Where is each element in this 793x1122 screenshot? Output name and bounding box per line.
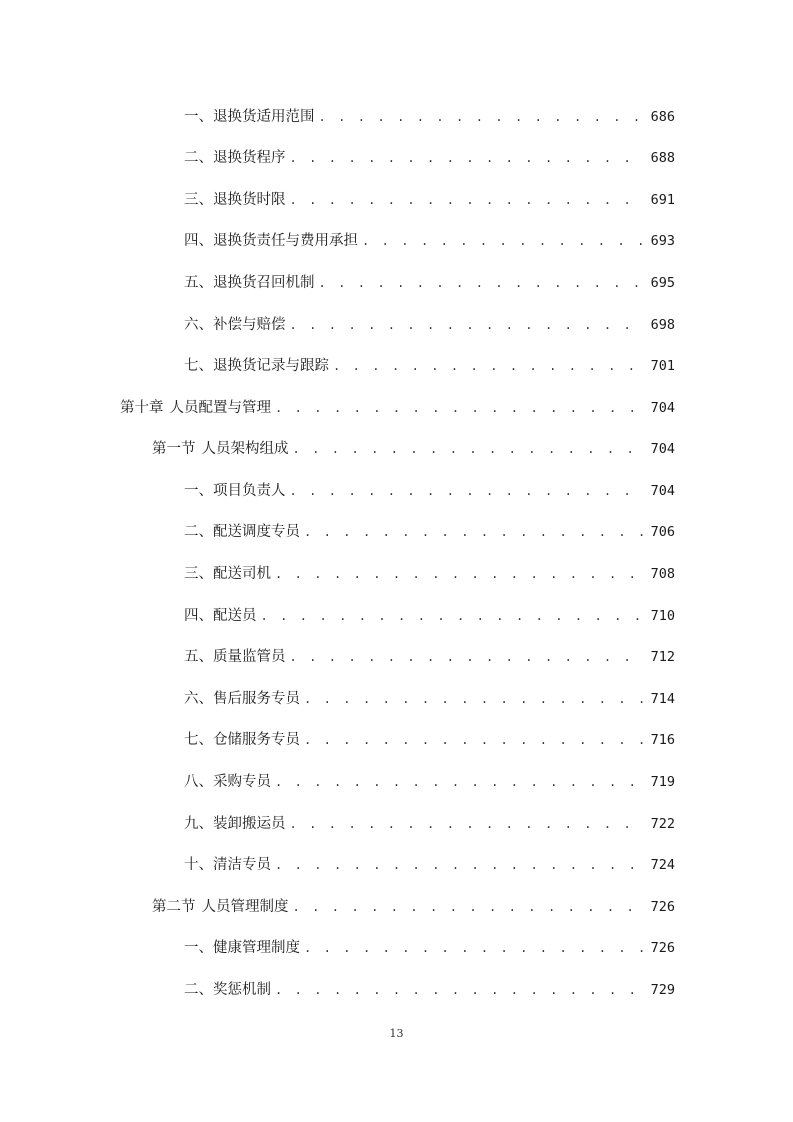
- dot-leader: [333, 360, 643, 372]
- table-of-contents: [0, 96, 793, 1011]
- toc-entry-title: 退换货时限: [213, 191, 286, 208]
- toc-entry[interactable]: [0, 637, 793, 679]
- page-number: 13: [389, 1027, 404, 1040]
- toc-entry-number: 九、: [184, 815, 213, 832]
- toc-entry-number: 四、: [184, 233, 213, 250]
- toc-entry-page: 686: [650, 108, 675, 125]
- dot-leader: [290, 818, 643, 830]
- toc-entry-title: 退换货记录与跟踪: [213, 358, 329, 375]
- dot-leader: [290, 152, 643, 164]
- toc-entry-number: 五、: [184, 649, 213, 666]
- toc-entry-title: 配送司机: [213, 566, 271, 583]
- toc-entry-page: 688: [650, 150, 675, 167]
- toc-entry[interactable]: [0, 304, 793, 346]
- dot-leader: [362, 235, 643, 247]
- toc-entry-line: [184, 733, 675, 748]
- toc-entry-page: 714: [650, 690, 675, 707]
- toc-entry-number: 七、: [184, 732, 213, 749]
- toc-entry-number: 二、: [184, 524, 213, 541]
- dot-leader: [290, 651, 643, 663]
- toc-entry-title: 奖惩机制: [213, 982, 271, 999]
- toc-entry-line: [152, 900, 675, 915]
- dot-leader: [290, 194, 643, 206]
- toc-entry-page: 704: [650, 399, 675, 416]
- toc-entry-line: [184, 359, 675, 374]
- toc-entry-title: 仓储服务专员: [213, 732, 300, 749]
- dot-leader: [304, 693, 643, 705]
- toc-entry-page: 701: [650, 358, 675, 375]
- toc-entry[interactable]: [0, 803, 793, 845]
- toc-entry-title: 项目负责人: [213, 482, 286, 499]
- toc-entry-title: 人员配置与管理: [169, 399, 271, 416]
- toc-entry-number: 四、: [184, 607, 213, 624]
- toc-entry-page: 724: [650, 857, 675, 874]
- toc-entry[interactable]: [0, 470, 793, 512]
- toc-entry[interactable]: [0, 845, 793, 887]
- dot-leader: [275, 776, 643, 788]
- dot-leader: [275, 402, 643, 414]
- toc-entry[interactable]: [0, 720, 793, 762]
- toc-entry-number: 第一节: [152, 441, 196, 458]
- toc-entry-title: 售后服务专员: [213, 690, 300, 707]
- toc-entry[interactable]: [0, 221, 793, 263]
- toc-entry[interactable]: [0, 346, 793, 388]
- toc-entry-title: 采购专员: [213, 774, 271, 791]
- toc-entry-number: 三、: [184, 191, 213, 208]
- toc-entry-line: [184, 692, 675, 707]
- toc-entry-number: 七、: [184, 358, 213, 375]
- dot-leader: [275, 859, 643, 871]
- toc-entry-line: [152, 442, 675, 457]
- toc-entry-page: 704: [650, 441, 675, 458]
- dot-leader: [304, 526, 643, 538]
- toc-entry-line: [184, 817, 675, 832]
- toc-entry-page: 729: [650, 982, 675, 999]
- toc-entry-number: 一、: [184, 108, 213, 125]
- toc-entry-title: 人员架构组成: [201, 441, 289, 458]
- toc-entry[interactable]: [0, 96, 793, 138]
- toc-entry-number: 十、: [184, 857, 213, 874]
- toc-section-entry[interactable]: [0, 886, 793, 928]
- toc-entry[interactable]: [0, 969, 793, 1011]
- dot-leader: [304, 942, 643, 954]
- dot-leader: [304, 734, 643, 746]
- toc-entry-page: 704: [650, 482, 675, 499]
- toc-entry[interactable]: [0, 262, 793, 304]
- toc-entry-title: 退换货适用范围: [213, 108, 315, 125]
- toc-entry-line: [184, 318, 675, 333]
- toc-entry-page: 719: [650, 774, 675, 791]
- toc-entry-line: [184, 276, 675, 291]
- toc-entry[interactable]: [0, 928, 793, 970]
- dot-leader: [275, 984, 643, 996]
- toc-entry-line: [184, 110, 675, 125]
- toc-entry-number: 二、: [184, 150, 213, 167]
- dot-leader: [319, 277, 643, 289]
- toc-entry-title: 清洁专员: [213, 857, 271, 874]
- toc-entry-number: 五、: [184, 274, 213, 291]
- toc-entry-title: 装卸搬运员: [213, 815, 286, 832]
- toc-entry[interactable]: [0, 179, 793, 221]
- toc-entry-number: 一、: [184, 940, 213, 957]
- dot-leader: [275, 568, 643, 580]
- toc-entry[interactable]: [0, 595, 793, 637]
- dot-leader: [293, 443, 643, 455]
- toc-entry-page: 710: [650, 607, 675, 624]
- dot-leader: [290, 319, 643, 331]
- dot-leader: [293, 901, 643, 913]
- toc-entry[interactable]: [0, 678, 793, 720]
- toc-entry-number: 六、: [184, 316, 213, 333]
- toc-entry-title: 配送调度专员: [213, 524, 300, 541]
- dot-leader: [290, 485, 643, 497]
- toc-entry-title: 质量监管员: [213, 649, 286, 666]
- toc-entry-line: [184, 775, 675, 790]
- toc-entry-line: [184, 941, 675, 956]
- toc-entry-page: 693: [650, 233, 675, 250]
- toc-entry[interactable]: [0, 138, 793, 180]
- dot-leader: [261, 610, 643, 622]
- toc-entry-line: [184, 484, 675, 499]
- toc-entry-number: 八、: [184, 774, 213, 791]
- toc-entry-line: [184, 151, 675, 166]
- toc-entry-line: [184, 609, 675, 624]
- toc-section-entry[interactable]: [0, 429, 793, 471]
- toc-entry-page: 708: [650, 566, 675, 583]
- toc-entry-title: 健康管理制度: [213, 940, 300, 957]
- toc-entry-title: 退换货程序: [213, 150, 286, 167]
- toc-entry-line: [184, 983, 675, 998]
- toc-entry-line: [120, 401, 675, 416]
- toc-entry-page: 698: [650, 316, 675, 333]
- toc-entry-number: 一、: [184, 482, 213, 499]
- toc-entry-number: 二、: [184, 982, 213, 999]
- toc-entry-number: 第二节: [152, 898, 196, 915]
- toc-entry-page: 726: [650, 898, 675, 915]
- toc-entry-number: 第十章: [120, 399, 164, 416]
- toc-entry-title: 人员管理制度: [201, 898, 289, 915]
- toc-entry-page: 712: [650, 649, 675, 666]
- toc-entry-line: [184, 525, 675, 540]
- toc-entry-line: [184, 650, 675, 665]
- toc-entry-line: [184, 567, 675, 582]
- toc-entry-title: 补偿与赔偿: [213, 316, 286, 333]
- toc-entry-title: 退换货责任与费用承担: [213, 233, 358, 250]
- toc-entry-page: 726: [650, 940, 675, 957]
- toc-entry-page: 691: [650, 191, 675, 208]
- toc-entry-title: 配送员: [213, 607, 257, 624]
- toc-entry-line: [184, 193, 675, 208]
- toc-entry-title: 退换货召回机制: [213, 274, 315, 291]
- toc-entry-number: 三、: [184, 566, 213, 583]
- dot-leader: [319, 111, 643, 123]
- toc-entry-page: 722: [650, 815, 675, 832]
- toc-entry-number: 六、: [184, 690, 213, 707]
- toc-entry-line: [184, 858, 675, 873]
- toc-entry[interactable]: [0, 512, 793, 554]
- toc-entry-page: 695: [650, 274, 675, 291]
- toc-entry[interactable]: [0, 554, 793, 596]
- toc-chapter-entry[interactable]: [0, 387, 793, 429]
- toc-entry-line: [184, 234, 675, 249]
- toc-entry[interactable]: [0, 762, 793, 804]
- toc-entry-page: 716: [650, 732, 675, 749]
- toc-entry-page: 706: [650, 524, 675, 541]
